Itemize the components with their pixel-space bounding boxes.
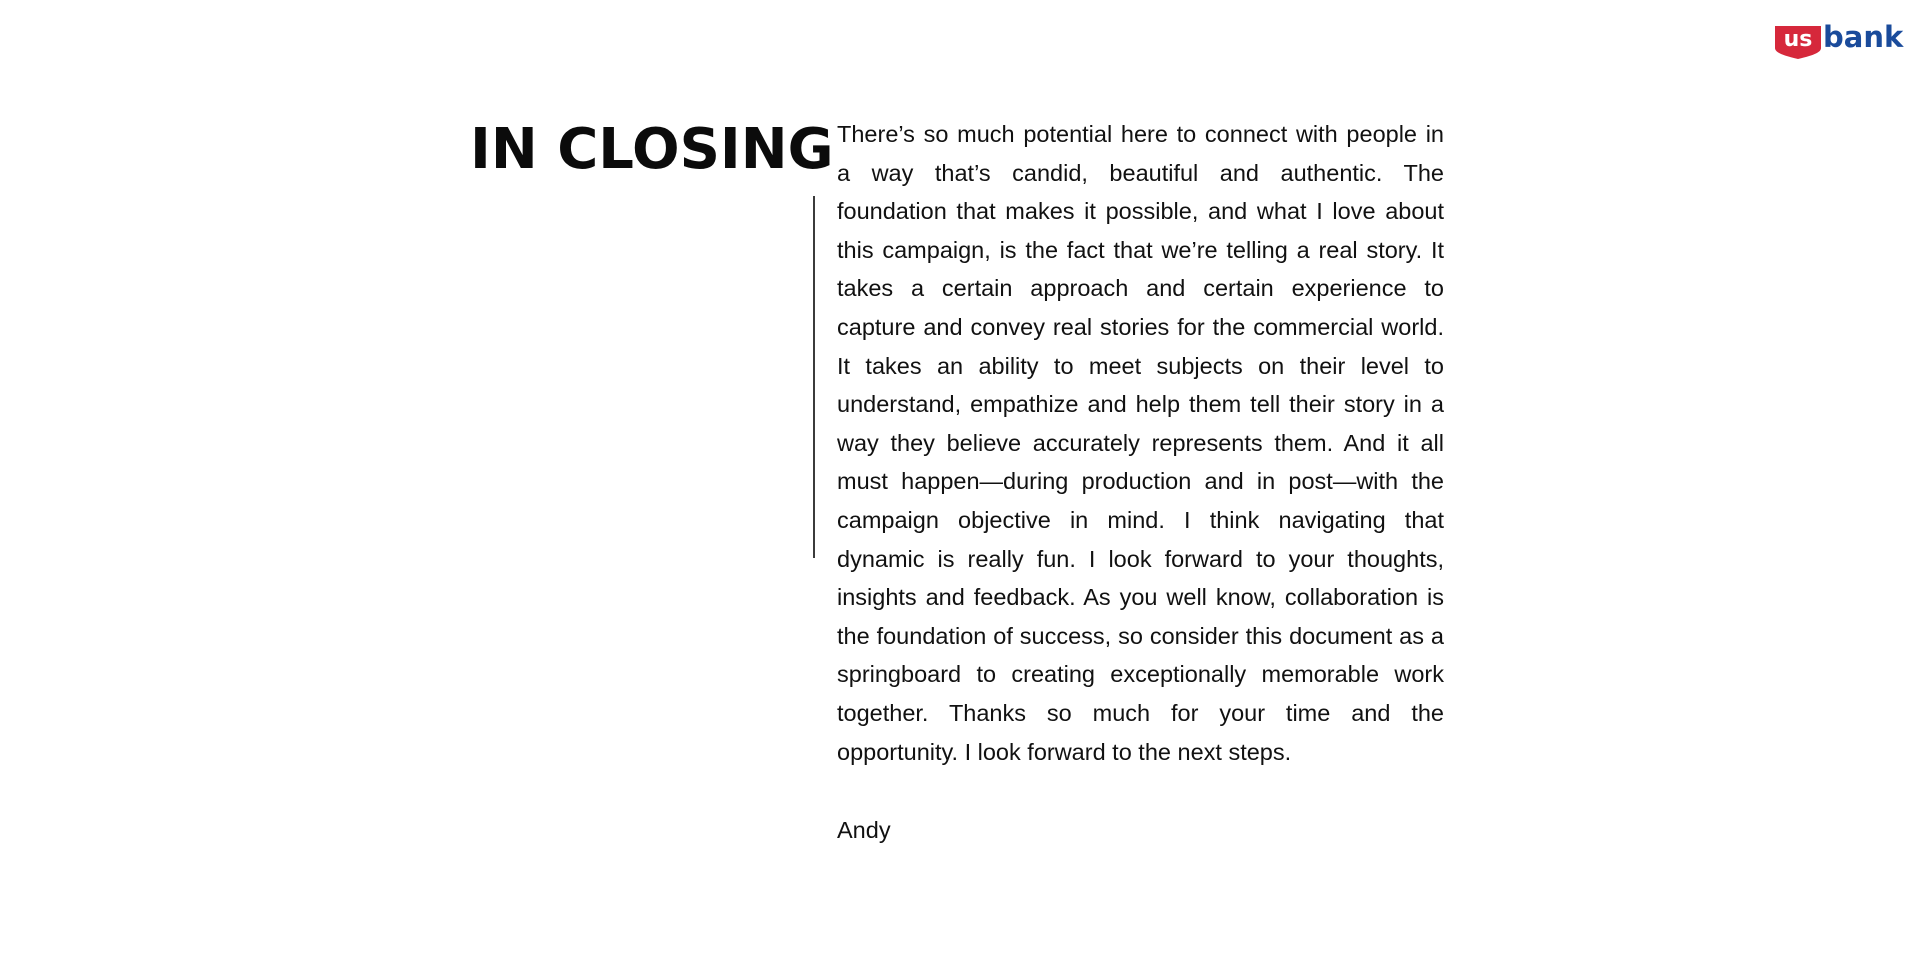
closing-paragraph: There’s so much potential here to connect with people in a way that’s candid, beautiful and authentic. The foundation that makes it possible, and what I love about this campaign, is the fact that we’re telling a real story. It takes a certain approach and certain experience to capture and convey real stories for the commercial world. It takes an ability to meet subjects on their level to understand, empathize and help them tell their story in a way they believe accurately represents them. And it all must happen—during production and in post—with the campaign objective in mind. I think navigating that dynamic is really fun. I look forward to your thoughts, insights and feedback. As you well know, collaboration is the foundation of success, so consider this document as a springboard to creating exceptionally memorable work together. Thanks so much for your time and the opportunity. I look forward to the next steps. (837, 121, 1444, 765)
page-title: IN CLOSING (470, 117, 834, 182)
logo-bank-text: bank (1823, 24, 1904, 54)
usbank-logo-icon (1775, 24, 1909, 60)
logo-us-text: us (1783, 27, 1813, 52)
signature: Andy (837, 817, 891, 843)
usbank-logo (1775, 24, 1909, 60)
vertical-divider (813, 196, 815, 558)
